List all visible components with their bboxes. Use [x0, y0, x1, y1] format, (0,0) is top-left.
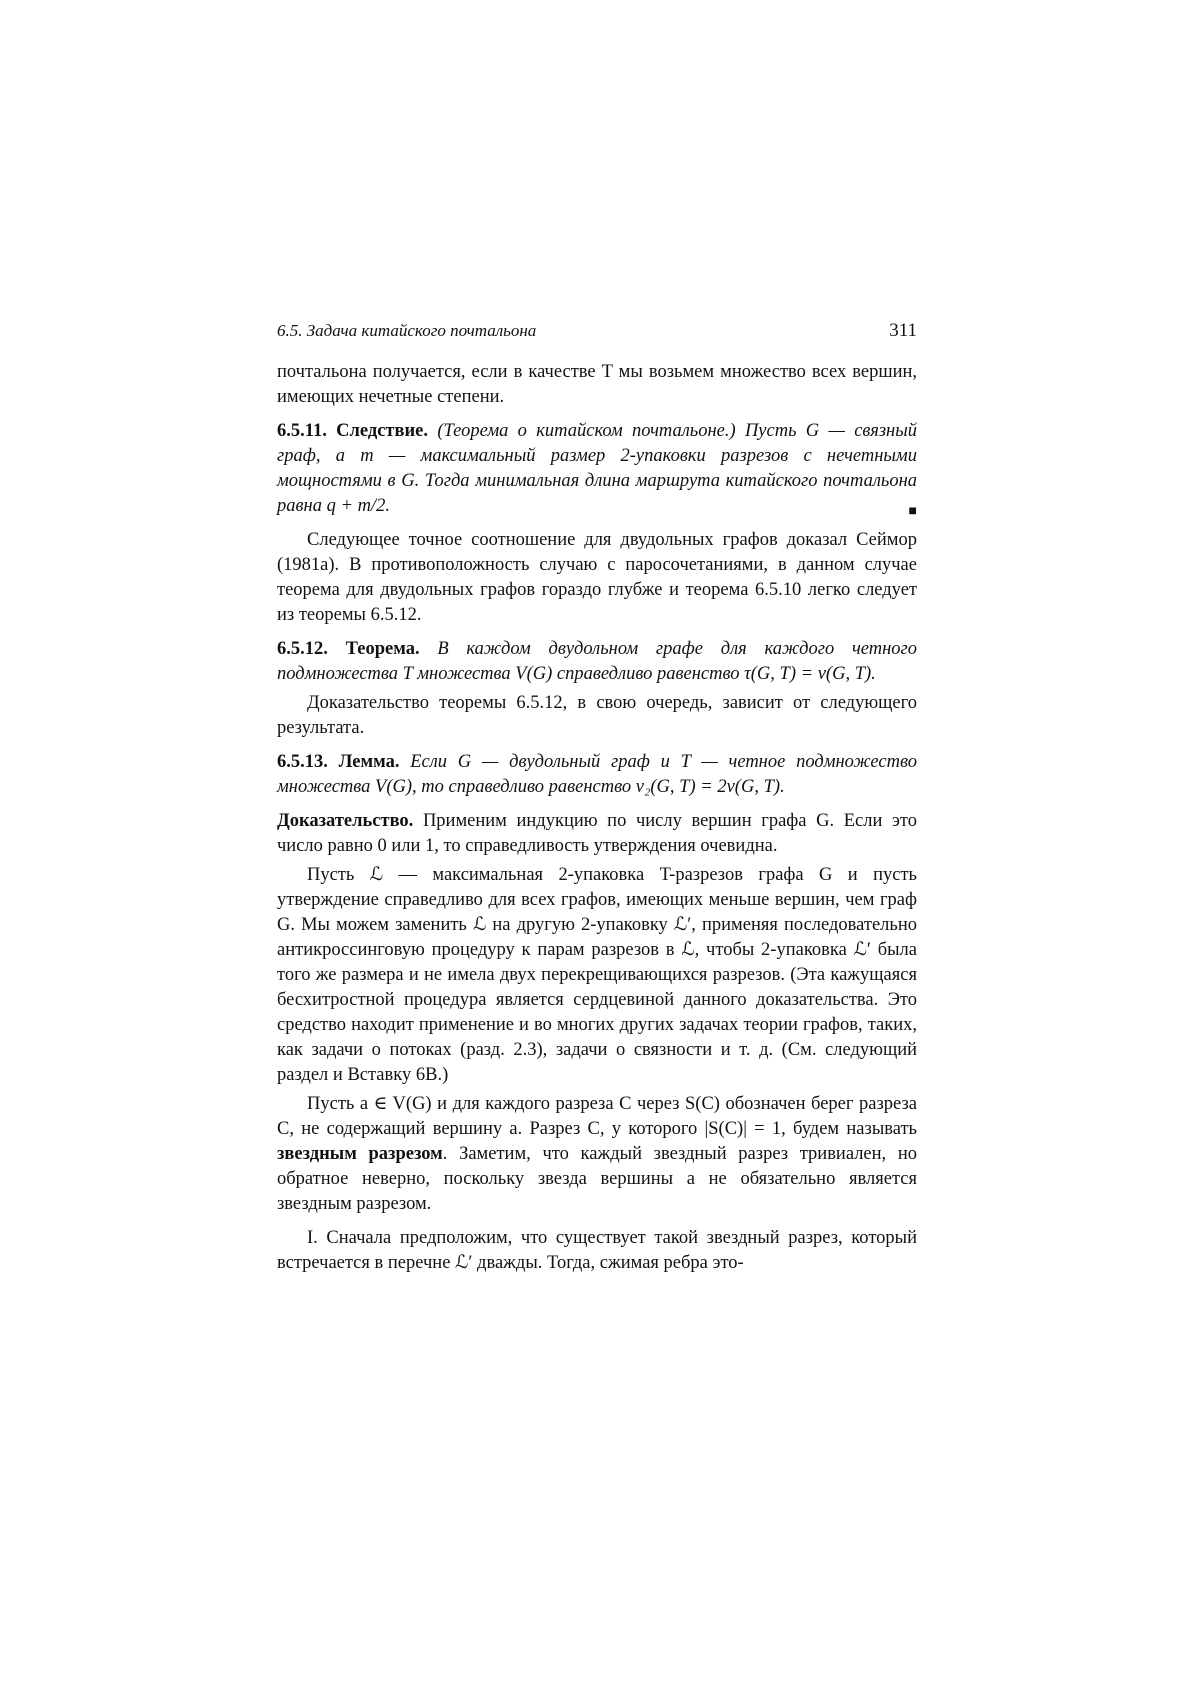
page-number: 311	[889, 320, 917, 341]
theorem-statement: В каждом двудольном графе для каждого четного подмножества T множества V(G) справедливо равенство τ(G, T) = ν(G, T).	[277, 639, 918, 684]
star-cut-text-before: Пусть a ∈ V(G) и для каждого разреза C через S(C) обозначен берег разреза C, не содержащий вершину a. Разрез C, у которого |S(C)| = 1, будем называть	[277, 1094, 917, 1139]
proof-label: Доказательство.	[277, 811, 414, 831]
star-cut-text-after: . Заметим, что каждый звездный разрез тривиален, но обратное неверно, поскольку звезда вершины a не обязательно является звездным разрезом.	[277, 1144, 917, 1214]
paragraph-continuation: почтальона получается, если в качестве T мы возьмем множество всех вершин, имеющих нечетные степени.	[277, 362, 917, 407]
theorem-6-5-12	[277, 637, 917, 687]
text-block	[277, 320, 917, 1276]
running-head	[277, 320, 917, 342]
star-cut-term: звездным разрезом	[277, 1144, 443, 1164]
paragraph-seymour: Следующее точное соотношение для двудольных графов доказал Сеймор (1981a). В противоположность случаю с паросочетаниями, в данном случае теорема для двудольных графов гораздо глубже и теорема 6.5.10 легко следует из теоремы 6.5.12.	[277, 530, 917, 625]
theorem-label: 6.5.12. Теорема.	[277, 639, 420, 659]
proof-start	[277, 809, 917, 859]
section-title: 6.5. Задача китайского почтальона	[277, 321, 537, 340]
proof-text: Применим индукцию по числу вершин графа G. Если это число равно 0 или 1, то справедливость утверждения очевидна.	[277, 811, 917, 856]
paragraph-case-one: I. Сначала предположим, что существует такой звездный разрез, который встречается в перечне ℒ′ дважды. Тогда, сжимая ребра это-	[277, 1228, 917, 1273]
paragraph-packing: Пусть ℒ — максимальная 2-упаковка T-разрезов графа G и пусть утверждение справедливо для всех графов, имеющих меньше вершин, чем граф G. Мы можем заменить ℒ на другую 2-упаковку ℒ′, применяя последовательно антикроссинговую процедуру к парам разрезов в ℒ, чтобы 2-упаковка ℒ′ была того же размера и не имела двух перекрещивающихся разрезов. (Эта кажущаяся бесхитростной процедура является сердцевиной данного доказательства. Это средство находит применение и во многих других задачах теории графов, таких, как задачи о потоках (разд. 2.3), задачи о связности и т. д. (См. следующий раздел и Вставку 6B.)	[277, 865, 917, 1085]
corollary-statement: (Теорема о китайском почтальоне.) Пусть G — связный граф, а m — максимальный размер 2-упаковки разрезов с нечетными мощностями в G. Тогда минимальная длина маршрута китайского почтальона равна q + m/2.	[277, 421, 917, 516]
paragraph-proof-dependency: Доказательство теоремы 6.5.12, в свою очередь, зависит от следующего результата.	[277, 693, 917, 738]
corollary-label: 6.5.11. Следствие.	[277, 421, 429, 441]
paragraph-star-cut	[277, 1092, 917, 1217]
lemma-label: 6.5.13. Лемма.	[277, 752, 400, 772]
lemma-6-5-13	[277, 750, 917, 800]
lemma-statement: Если G — двудольный граф и T — четное подмножество множества V(G), то справедливо равенство ν₂(G, T) = 2ν(G, T).	[277, 752, 918, 797]
corollary-6-5-11	[277, 419, 917, 519]
qed-mark: ■	[908, 504, 917, 519]
